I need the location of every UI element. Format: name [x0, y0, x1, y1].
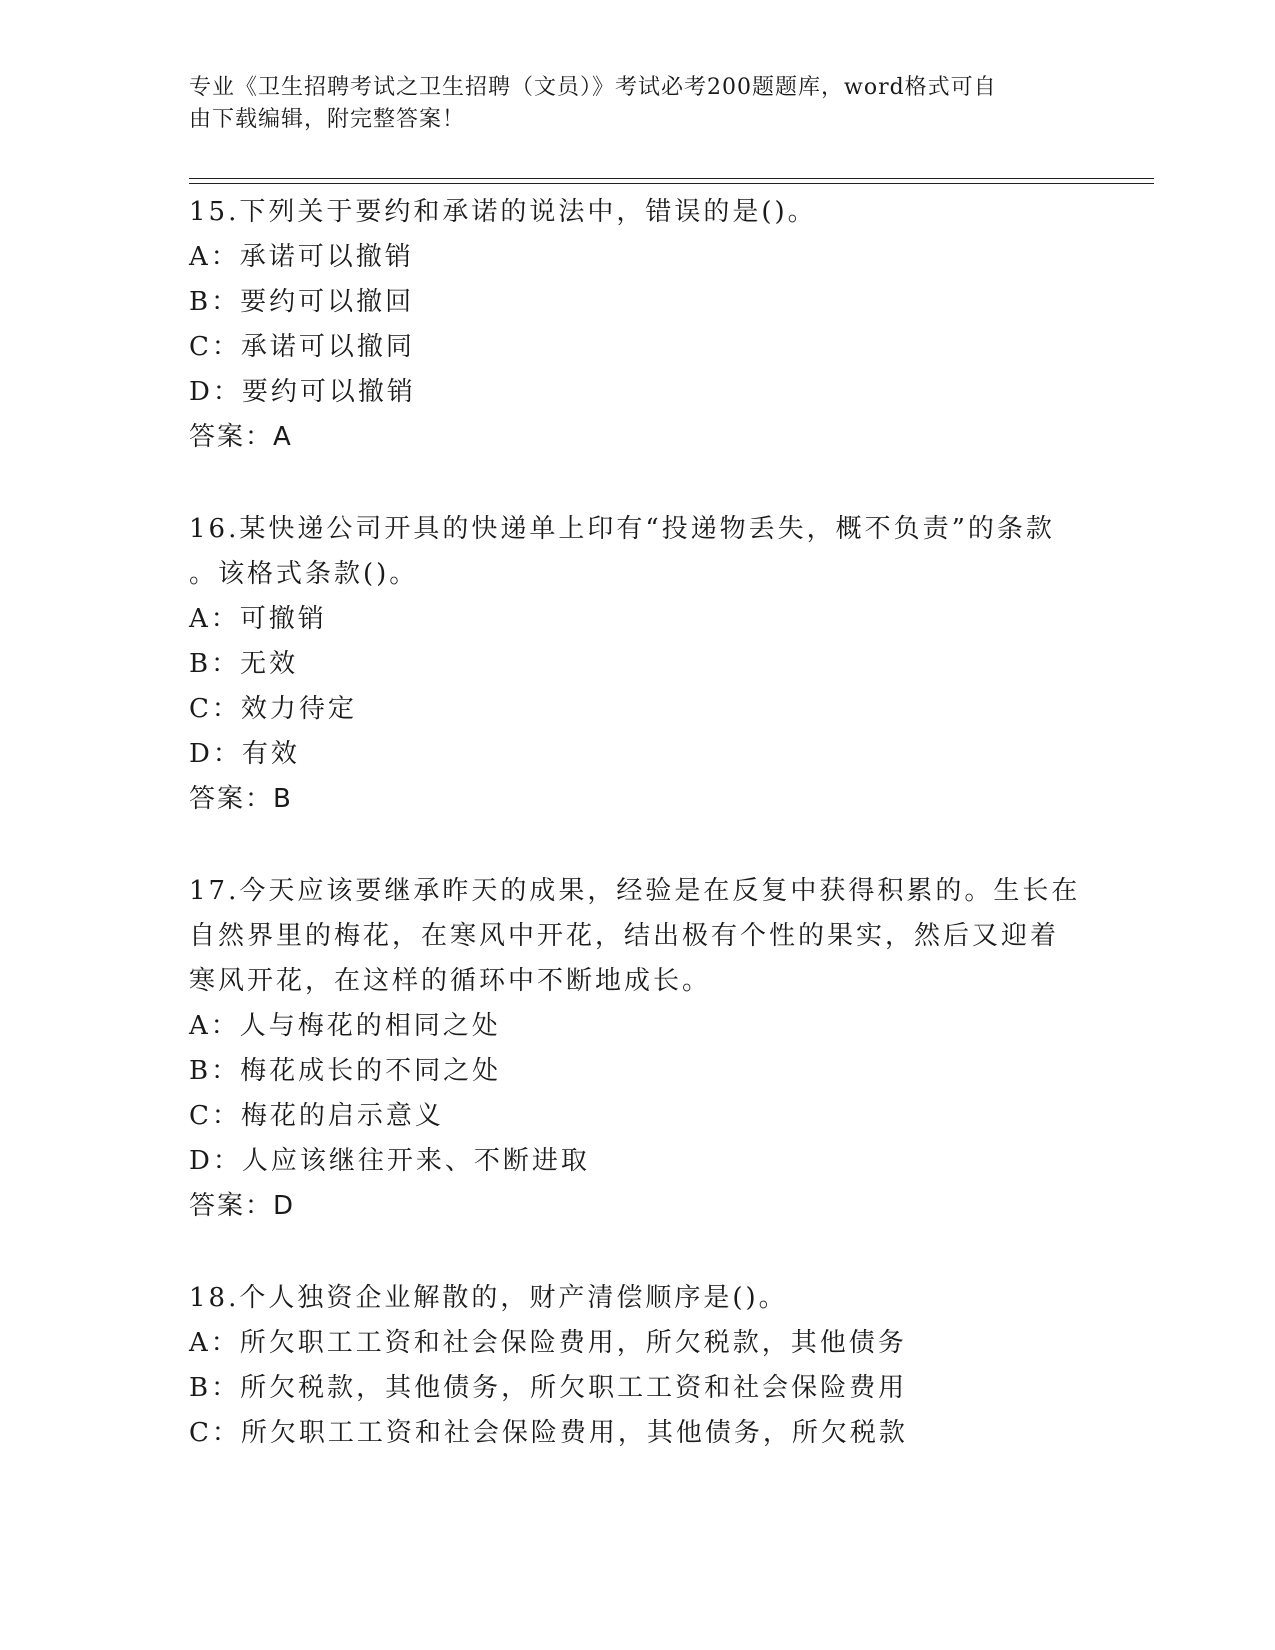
- question-stem: 寒风开花，在这样的循环中不断地成长。: [189, 966, 712, 996]
- option-d: D：人应该继往开来、不断进取: [189, 1146, 590, 1176]
- option-b: B：无效: [189, 649, 299, 679]
- question-item: [189, 869, 1089, 1229]
- header-line: 由下载编辑，附完整答案！: [189, 107, 466, 132]
- question-stem: 18.个人独资企业解散的，财产清偿顺序是()。: [189, 1283, 788, 1313]
- answer-line: [189, 415, 1089, 460]
- option-d: D：有效: [189, 739, 300, 769]
- option-b: B：要约可以撤回: [189, 287, 415, 317]
- question-item: [189, 190, 1089, 460]
- question-stem: 17.今天应该要继承昨天的成果，经验是在反复中获得积累的。生长在: [189, 876, 1081, 906]
- question-item: [189, 1276, 1089, 1456]
- header-divider: [189, 183, 1154, 184]
- option-c: C：承诺可以撤同: [189, 332, 415, 362]
- answer-value: A: [273, 422, 293, 452]
- option-a: A：人与梅花的相同之处: [189, 1011, 501, 1041]
- question-stem: 16.某快递公司开具的快递单上印有“投递物丢失，概不负责”的条款: [189, 514, 1055, 544]
- option-b: B：梅花成长的不同之处: [189, 1056, 502, 1086]
- question-stem: 。该格式条款()。: [189, 559, 419, 589]
- question-stem: 自然界里的梅花，在寒风中开花，结出极有个性的果实，然后又迎着: [189, 921, 1060, 951]
- answer-label: 答案：: [189, 784, 274, 814]
- option-a: A：可撤销: [189, 604, 327, 634]
- answer-label: 答案：: [189, 422, 274, 452]
- answer-value: B: [273, 784, 293, 814]
- question-stem: 15.下列关于要约和承诺的说法中，错误的是()。: [189, 197, 817, 227]
- option-c: C：梅花的启示意义: [189, 1101, 444, 1131]
- option-b: B：所欠税款，其他债务，所欠职工工资和社会保险费用: [189, 1373, 908, 1403]
- document-header: [189, 72, 1079, 136]
- question-item: [189, 507, 1089, 822]
- question-list: [189, 190, 1089, 1456]
- answer-line: [189, 777, 1089, 822]
- option-c: C：所欠职工工资和社会保险费用，其他债务，所欠税款: [189, 1418, 908, 1448]
- header-divider: [189, 178, 1154, 179]
- header-line: 专业《卫生招聘考试之卫生招聘（文员）》考试必考200题题库，word格式可自: [189, 75, 997, 100]
- option-c: C：效力待定: [189, 694, 357, 724]
- option-a: A：承诺可以撤销: [189, 242, 414, 272]
- answer-label: 答案：: [189, 1191, 274, 1221]
- answer-value: D: [273, 1191, 296, 1221]
- answer-line: [189, 1184, 1089, 1229]
- option-a: A：所欠职工工资和社会保险费用，所欠税款，其他债务: [189, 1328, 907, 1358]
- option-d: D：要约可以撤销: [189, 377, 416, 407]
